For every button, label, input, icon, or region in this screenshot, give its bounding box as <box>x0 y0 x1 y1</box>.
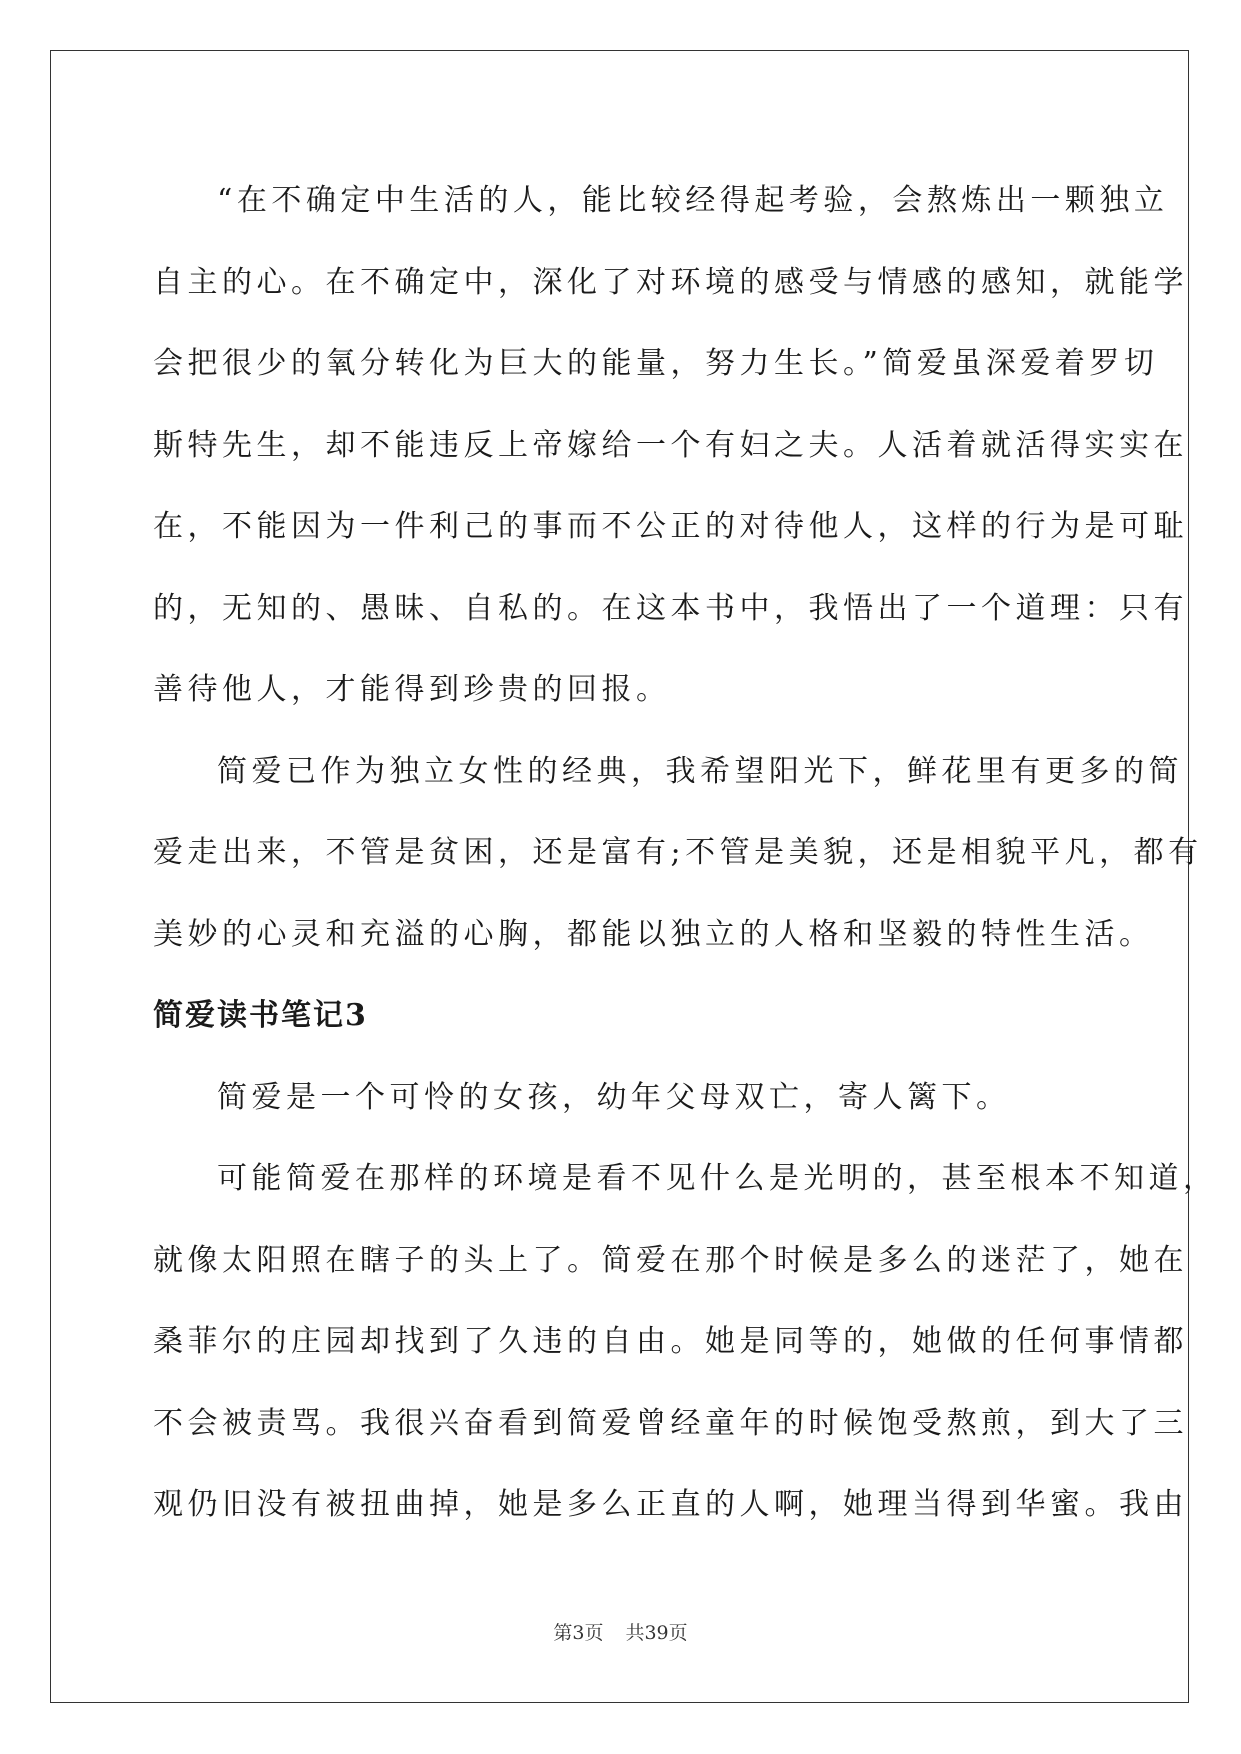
text-line: 简爱已作为独立女性的经典，我希望阳光下，鲜花里有更多的简 <box>217 753 1183 789</box>
text-line: 就像太阳照在瞎子的头上了。简爱在那个时候是多么的迷茫了，她在 <box>153 1242 1188 1278</box>
text-line: 自主的心。在不确定中，深化了对环境的感受与情感的感知，就能学 <box>153 264 1188 300</box>
text-line: 不会被责骂。我很兴奋看到简爱曾经童年的时候饱受熬煎，到大了三 <box>153 1405 1188 1441</box>
text-line: 会把很少的氧分转化为巨大的能量，努力生长。”简爱虽深爱着罗切 <box>153 346 1159 381</box>
paragraph-2 <box>153 731 1203 976</box>
text-line: 在，不能因为一件利己的事而不公正的对待他人，这样的行为是可耻 <box>153 509 1188 544</box>
text-line: “在不确定中生活的人，能比较经得起考验，会熬炼出一颗独立 <box>217 183 1169 218</box>
text-line: 简爱是一个可怜的女孩，幼年父母双亡，寄人篱下。 <box>217 1079 1011 1115</box>
page-number: 第3页 <box>553 1622 604 1644</box>
text-line: 的，无知的、愚昧、自私的。在这本书中，我悟出了一个道理：只有 <box>153 590 1188 626</box>
text-line: 爱走出来，不管是贫困，还是富有;不管是美貌，还是相貌平凡，都有 <box>153 835 1203 870</box>
paragraph-4 <box>153 1138 1218 1546</box>
text-line: 善待他人，才能得到珍贵的回报。 <box>153 672 671 707</box>
text-line: 观仍旧没有被扭曲掉，她是多么正直的人啊，她理当得到华蜜。我由 <box>153 1487 1188 1522</box>
text-line: 可能简爱在那样的环境是看不见什么是光明的，甚至根本不知道， <box>217 1161 1218 1196</box>
document-body <box>153 160 1218 1546</box>
page-footer <box>0 1618 1241 1645</box>
section-heading: 简爱读书笔记3 <box>153 998 368 1033</box>
paragraph-3 <box>153 1057 1093 1139</box>
text-line: 桑菲尔的庄园却找到了久违的自由。她是同等的，她做的任何事情都 <box>153 1324 1188 1359</box>
text-line: 美妙的心灵和充溢的心胸，都能以独立的人格和坚毅的特性生活。 <box>153 916 1154 952</box>
page-total: 共39页 <box>625 1622 688 1644</box>
paragraph-1 <box>153 160 1188 731</box>
text-line: 斯特先生，却不能违反上帝嫁给一个有妇之夫。人活着就活得实实在 <box>153 427 1188 463</box>
